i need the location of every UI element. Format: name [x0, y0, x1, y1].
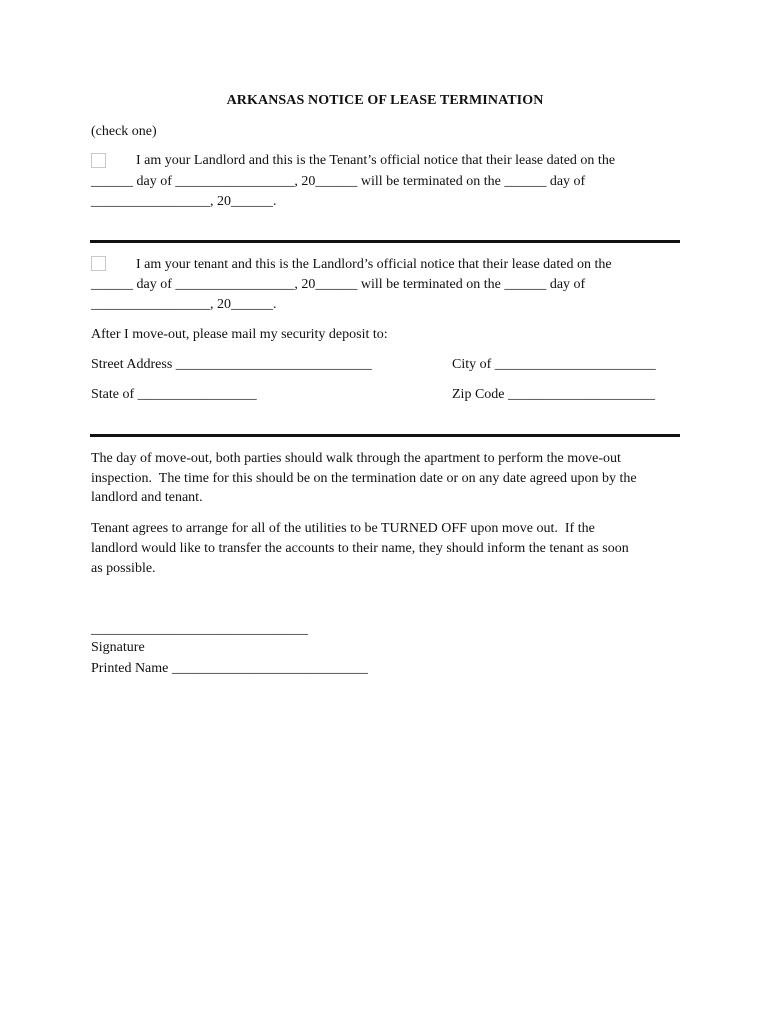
zip-code-field[interactable]: Zip Code _____________________ [452, 387, 655, 402]
signature-field[interactable]: _______________________________ [91, 622, 308, 637]
tenant-option-line2: ______ day of _________________, 20______ will be terminated on the ______ day of [91, 277, 586, 292]
paragraph-utilities-line2: landlord would like to transfer the accounts to their name, they should inform the tenant as soon [91, 541, 629, 556]
paragraph-inspection-line3: landlord and tenant. [91, 490, 203, 505]
paragraph-inspection-line2: inspection. The time for this should be on the termination date or on any date agreed upon by the [91, 471, 637, 486]
landlord-checkbox[interactable] [91, 153, 106, 168]
check-one-label: (check one) [91, 124, 157, 139]
city-field[interactable]: City of _______________________ [452, 357, 656, 372]
landlord-option-line3: _________________, 20______. [91, 194, 277, 209]
printed-name-field[interactable]: Printed Name ____________________________ [91, 661, 368, 676]
deposit-intro: After I move-out, please mail my security deposit to: [91, 327, 388, 342]
tenant-checkbox[interactable] [91, 256, 106, 271]
state-field[interactable]: State of _________________ [91, 387, 257, 402]
section-divider [90, 240, 680, 243]
landlord-option-line1: I am your Landlord and this is the Tenant’s official notice that their lease dated on the [136, 153, 616, 168]
tenant-option-line3: _________________, 20______. [91, 297, 277, 312]
tenant-option-line1: I am your tenant and this is the Landlord’s official notice that their lease dated on the [136, 257, 612, 272]
signature-label: Signature [91, 640, 145, 655]
street-address-field[interactable]: Street Address ____________________________ [91, 357, 372, 372]
paragraph-utilities-line1: Tenant agrees to arrange for all of the utilities to be TURNED OFF upon move out. If the [91, 521, 595, 536]
landlord-option-line2: ______ day of _________________, 20______ will be terminated on the ______ day of [91, 174, 586, 189]
paragraph-utilities-line3: as possible. [91, 561, 156, 576]
paragraph-inspection-line1: The day of move-out, both parties should walk through the apartment to perform the move-out [91, 451, 621, 466]
document-title: ARKANSAS NOTICE OF LEASE TERMINATION [226, 93, 544, 108]
section-divider [90, 434, 680, 437]
